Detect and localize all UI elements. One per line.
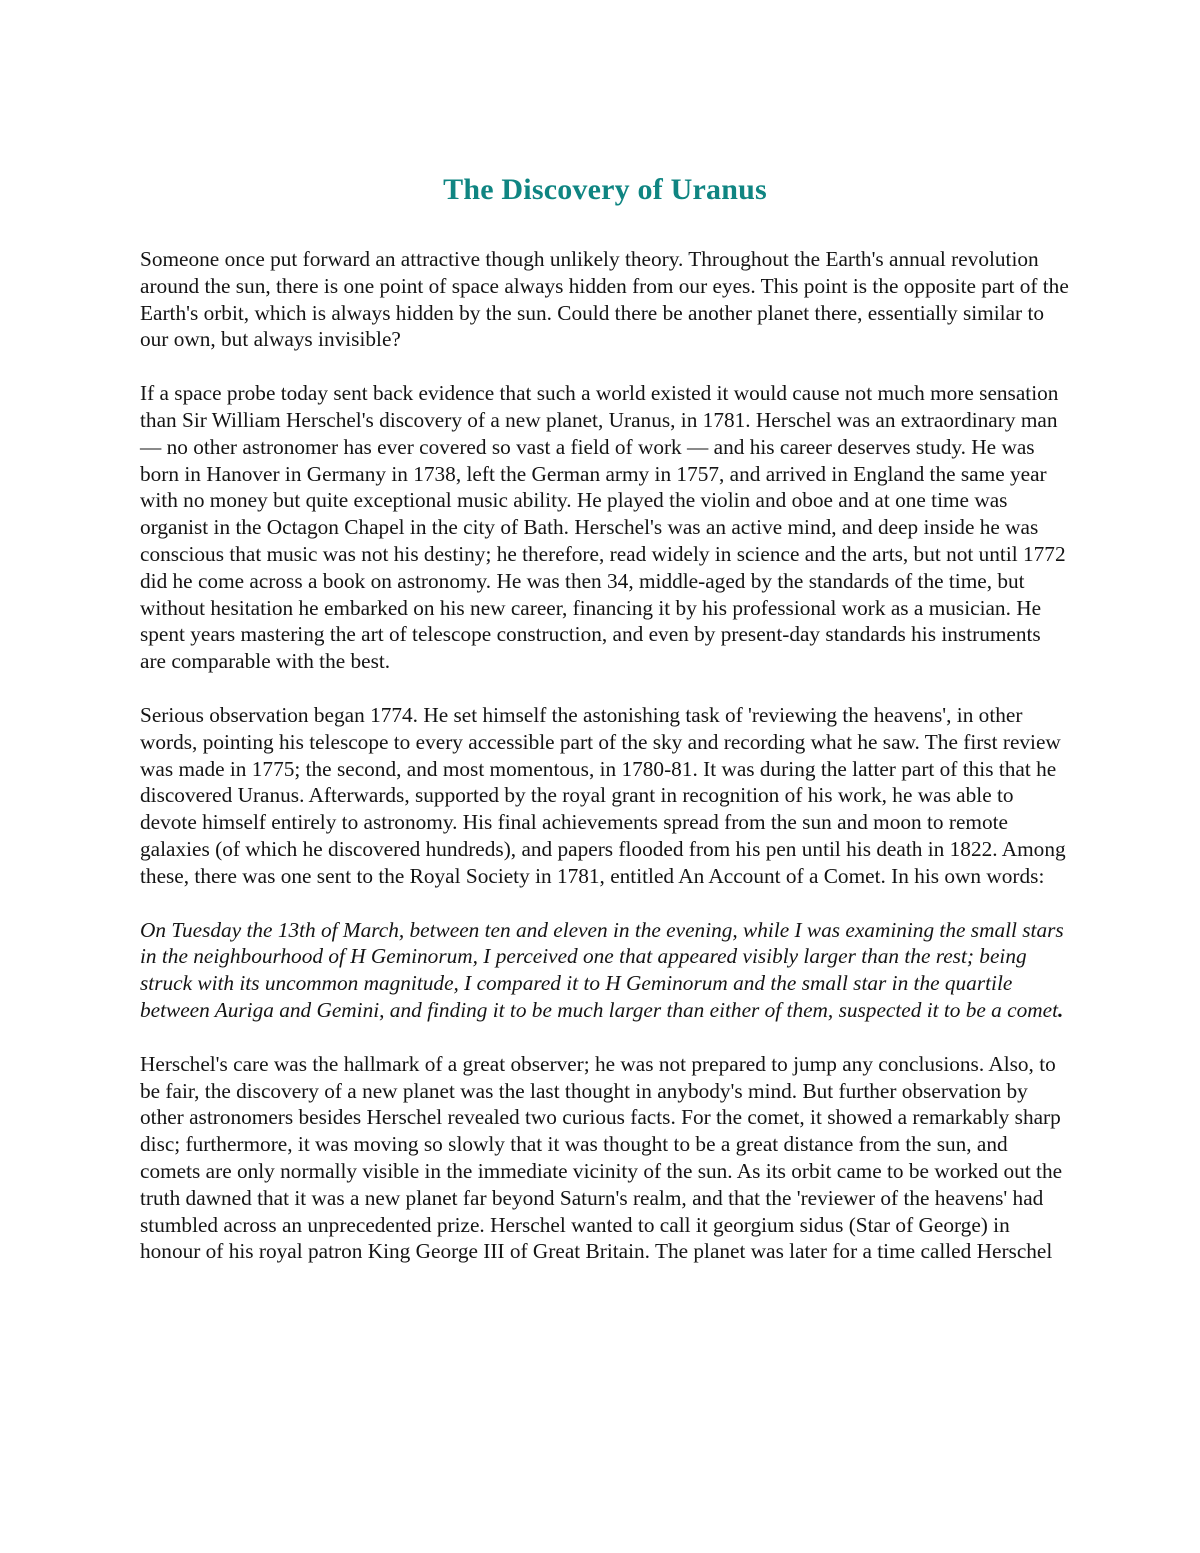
document-page: [140, 168, 1070, 1292]
paragraph-conclusion: Herschel's care was the hallmark of a great observer; he was not prepared to jump any conclusions. Also, to be fair, the discovery of a new planet was the last thought in anybody's mind. But further observation by other astronomers besides Herschel revealed two curious facts. For the comet, it showed a remarkably sharp disc; furthermore, it was moving so slowly that it was thought to be a great distance from the sun, and comets are only normally visible in the immediate vicinity of the sun. As its orbit came to be worked out the truth dawned that it was a new planet far beyond Saturn's realm, and that the 'reviewer of the heavens' had stumbled across an unprecedented prize. Herschel wanted to call it georgium sidus (Star of George) in honour of his royal patron King George III of Great Britain. The planet was later for a time called Herschel: [140, 1051, 1063, 1264]
paragraph-intro: Someone once put forward an attractive though unlikely theory. Throughout the Earth's annual revolution around the sun, there is one point of space always hidden from our eyes. This point is the opposite part of the Earth's orbit, which is always hidden by the sun. Could there be another planet there, essentially similar to our own, but always invisible?: [140, 247, 1069, 352]
document-title: The Discovery of Uranus: [443, 173, 767, 206]
herschel-quote-text: On Tuesday the 13th of March, between ten and eleven in the evening, while I was examining the small stars in the neighbourhood of H Geminorum, I perceived one that appeared visibly larger than the rest; being struck with its uncommon magnitude, I compared it to H Geminorum and the small star in the quartile between Auriga and Gemini, and finding it to be much larger than either of them, suspected it to be a comet: [140, 917, 1064, 1022]
herschel-quote: [140, 917, 1070, 1024]
paragraph-herschel-biography: If a space probe today sent back evidence that such a world existed it would cause not much more sensation than Sir William Herschel's discovery of a new planet, Uranus, in 1781. Herschel was an extraordinary man — no other astronomer has ever covered so vast a field of work — and his career deserves study. He was born in Hanover in Germany in 1738, left the German army in 1757, and arrived in England the same year with no money but quite exceptional music ability. He played the violin and oboe and at one time was organist in the Octagon Chapel in the city of Bath. Herschel's was an active mind, and deep inside he was conscious that music was not his destiny; he therefore, read widely in science and the arts, but not until 1772 did he come across a book on astronomy. He was then 34, middle-aged by the standards of the time, but without hesitation he embarked on his new career, financing it by his professional work as a musician. He spent years mastering the art of telescope construction, and even by present-day standards his instruments are comparable with the best.: [140, 381, 1066, 674]
herschel-quote-end: .: [1058, 997, 1064, 1022]
paragraph-observation: Serious observation began 1774. He set himself the astonishing task of 'reviewing the heavens', in other words, pointing his telescope to every accessible part of the sky and recording what he saw. The first review was made in 1775; the second, and most momentous, in 1780-81. It was during the latter part of this that he discovered Uranus. Afterwards, supported by the royal grant in recognition of his work, he was able to devote himself entirely to astronomy. His final achievements spread from the sun and moon to remote galaxies (of which he discovered hundreds), and papers flooded from his pen until his death in 1822. Among these, there was one sent to the Royal Society in 1781, entitled An Account of a Comet. In his own words:: [140, 702, 1066, 888]
